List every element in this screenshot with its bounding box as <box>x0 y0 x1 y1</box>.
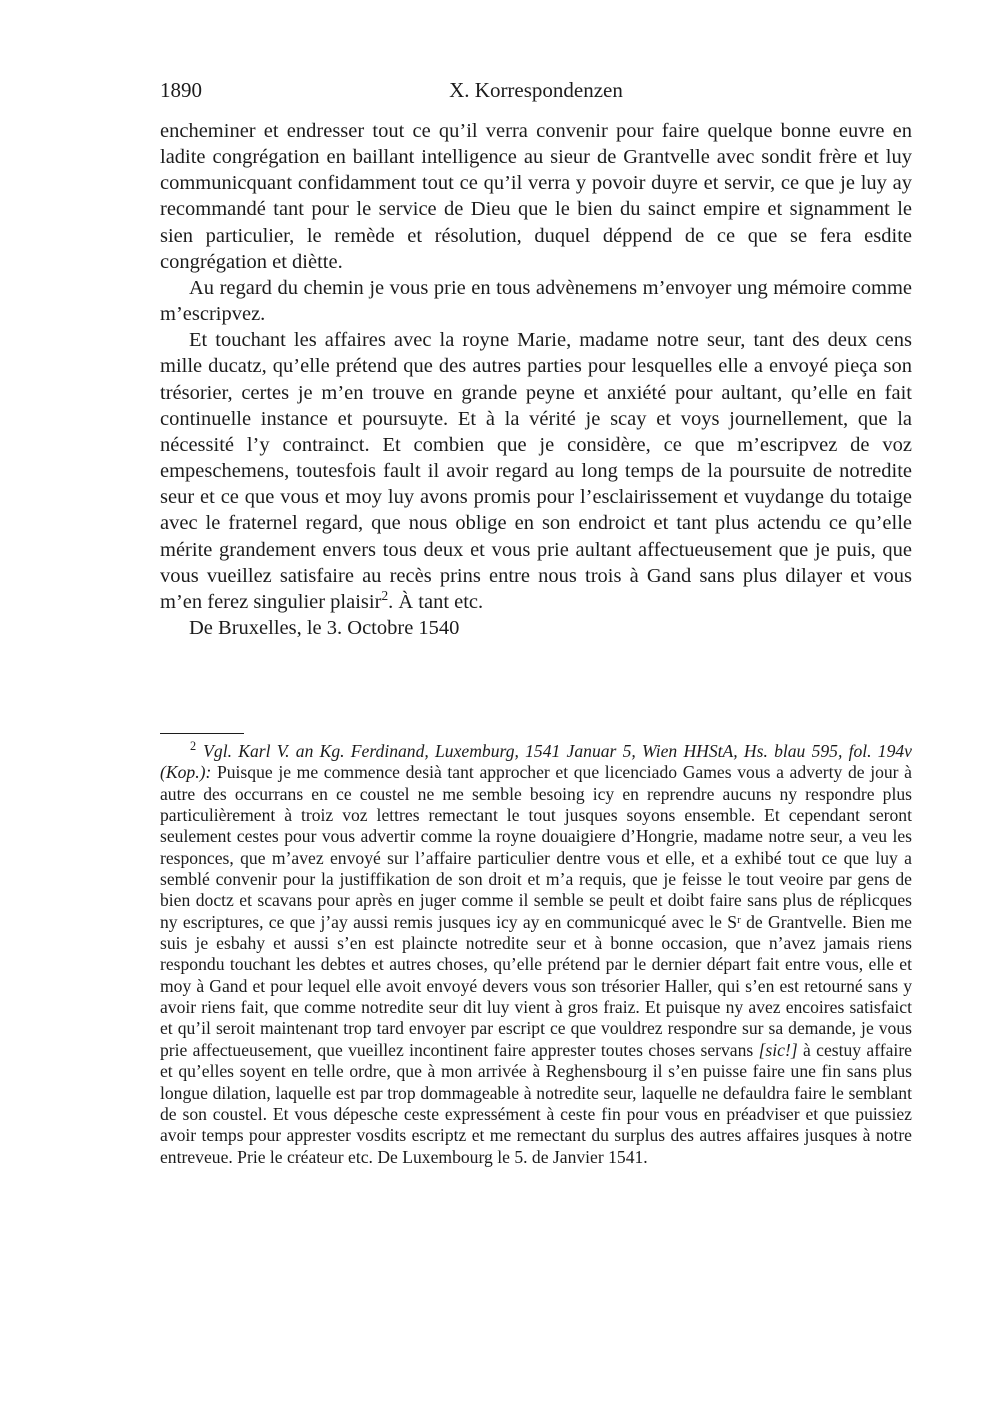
footnote-2-text-after-sic: à cestuy affaire et qu’elles soyent en telle ordre, que à mon arrivée à Reghensbourg il s’en puisse faire une fin sans plus longue dilation, laquelle est par trop dommageable à notredite seur, laquelle ne defauldra faire le semblant de son coustel. Et vous dépesche ceste expressément à ceste fin pour vous en préadviser et que puissiez avoir temps pour apprester vosdits escriptz et me remectant du surplus des autres affaires jusques à notre entreveue. Prie le créateur etc. De Luxembourg le 5. de Janvier 1541. <box>160 1039 912 1167</box>
footnote-2-paragraph <box>160 741 912 1168</box>
footnote-2 <box>160 741 912 1168</box>
page-header <box>160 78 912 104</box>
footnote-separator-rule <box>160 733 244 734</box>
footnote-2-citation: Vgl. Karl V. an Kg. Ferdinand, Luxemburg, 1541 Januar 5, Wien HHStA, Hs. blau 595, fol. 194v (Kop.): <box>160 741 912 783</box>
body-paragraph-3-closing: . À tant etc. <box>388 590 484 613</box>
running-head-section-title: X. Korrespondenzen <box>449 78 623 102</box>
body-paragraph-3-text: Et touchant les affaires avec la royne Marie, madame notre seur, tant des deux cens mille ducatz, qu’elle prétend que des autres parties pour lesquelles elle a envoyé pieça son trésorier, certes je m’en trouve en grande peyne et anxiété pour aultant, qu’elle en fait continuelle instance et poursuyte. Et à la vérité je scay et voys journellement, que la nécessité l’y contrainct. Et combien que je considère, ce que m’escripvez de voz empeschemens, toutesfois fault il avoir regard au long temps de la poursuite de notredite seur et ce que vous et moy luy avons promis pour l’esclairissement et vuydange du totaige avec le fraternel regard, que nous oblige en son endroict et tant plus actendu ce qu’elle mérite grandement envers tous deux et vous prie aultant affectueusement que je puis, que vous vueillez satisfaire au recès prins entre nous trois à Gand sans plus dilayer et vous m’en ferez singulier plaisir <box>160 329 912 613</box>
footnote-2-marker: 2 <box>190 739 197 754</box>
footnote-reference-2: 2 <box>381 587 389 603</box>
body-paragraph-1: encheminer et endresser tout ce qu’il verra convenir pour faire quelque bonne euvre en ladite congrégation en baillant intelligence au sieur de Grantvelle avec sondit frère et luy communicquant confidamment tout ce qu’il verra y povoir duyre et servir, ce que je luy ay recommandé tant pour le service de Dieu que le bien du sainct empire et signamment le sien particulier, le remède et résolution, duquel déppend de ce que se fera esdite congrégation et diètte. <box>160 120 912 273</box>
page-number: 1890 <box>160 78 202 102</box>
body-paragraph-3 <box>160 327 912 615</box>
footnote-2-sic: [sic!] <box>758 1039 798 1060</box>
footnote-2-text-before-sic: Puisque je me commence desià tant approcher et que licenciado Games vous a adverty de jour à autre des occurrans en ce coustel ne me semble besoing icy en reprendre aucuns ny respondre plus particulièrement à troiz voz lettres remectant le tout jusques soyons ensemble. Et cependant seront seulement cestes pour vous advertir comme la royne douaigiere d’Hongrie, madame notre seur, a veu les responces, que m’avez envoyé sur l’affaire particulier dentre vous et elle, et a exhibé tout ce que luy a semblé convenir pour la justiffikation de son droit et m’a requis, que je feisse le tout veoire par gens de bien doctz et scavans pour après en juger comme il semble se peult et doibt faire sans plus de réplicques ny escriptures, ce que j’ay aussi remis jusques icy ay en communicqué avec le Sʳ de Grantvelle. Bien me suis je esbahy et aussi s’en est plaincte notredite seur et à bonne occasion, que n’avez jamais riens respondu touchant les debtes et autres choses, qu’elle prétend par le dernier départ fait entre vous, elle et moy à Gand et pour lequel elle avoit envoyé devers vous son trésorier Haller, qui s’en est retourné sans y avoir riens fait, que comme notredite seur dit luy vient à gros fraiz. Et puisque ny avez encoires satisfaict et qu’il seroit maintenant trop tard envoyer par escript ce que vouldrez respondre sur sa demande, je vous prie affectueusement, que vueillez incontinent faire apprester toutes choses servans <box>160 762 912 1060</box>
dateline: De Bruxelles, le 3. Octobre 1540 <box>189 616 460 639</box>
letter-body <box>160 118 912 641</box>
body-paragraph-2: Au regard du chemin je vous prie en tous advènemens m’envoyer ung mémoire comme m’escripvez. <box>160 276 912 326</box>
